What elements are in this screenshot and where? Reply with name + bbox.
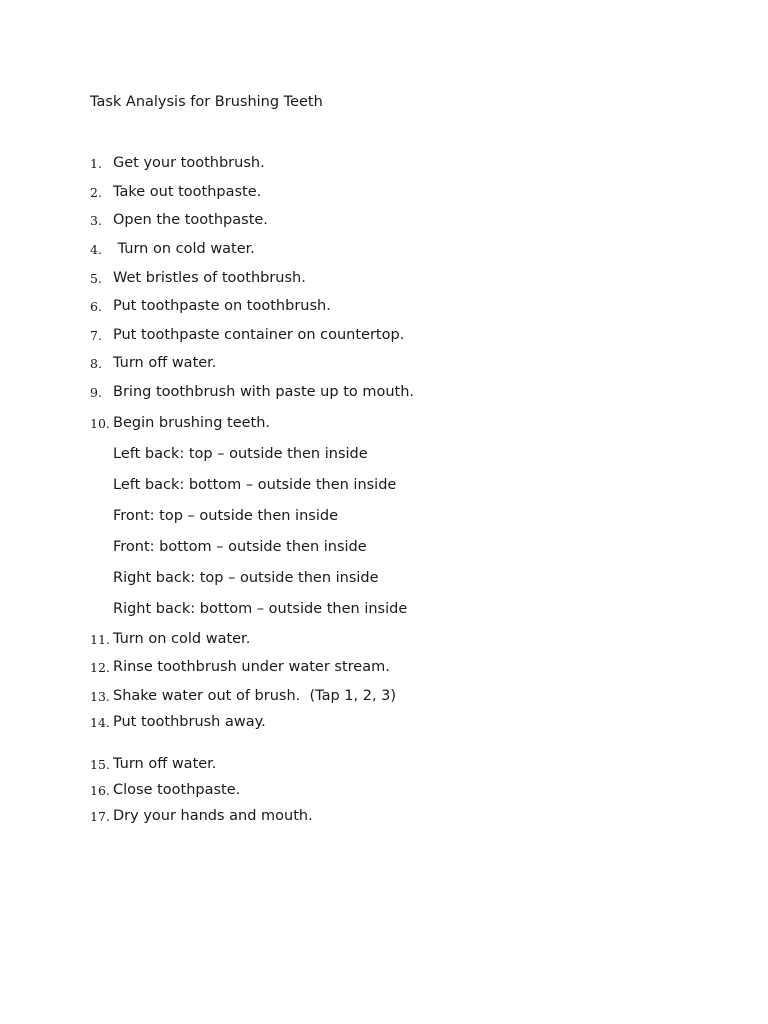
step-number: 5.: [90, 271, 102, 286]
step-number: 7.: [90, 328, 102, 343]
step-number: 10.: [90, 416, 110, 431]
step-number: 13.: [90, 689, 110, 704]
step-text: Shake water out of brush. (Tap 1, 2, 3): [113, 688, 397, 704]
step-number: 11.: [90, 632, 110, 647]
brushing-substep: Right back: top – outside then inside: [113, 570, 379, 586]
document-title: Task Analysis for Brushing Teeth: [90, 94, 323, 110]
step-number: 1.: [90, 156, 102, 171]
step-text: Turn on cold water.: [113, 241, 255, 257]
step-text: Put toothpaste container on countertop.: [113, 327, 405, 343]
step-text: Dry your hands and mouth.: [113, 808, 313, 824]
step-text: Wet bristles of toothbrush.: [113, 270, 306, 286]
step-text: Put toothbrush away.: [113, 714, 266, 730]
step-text: Take out toothpaste.: [113, 184, 262, 200]
step-text: Open the toothpaste.: [113, 212, 268, 228]
step-text: Begin brushing teeth.: [113, 415, 271, 431]
step-text: Turn off water.: [113, 355, 217, 371]
step-text: Turn off water.: [113, 756, 217, 772]
step-number: 16.: [90, 783, 110, 798]
step-number: 14.: [90, 715, 110, 730]
step-text: Turn on cold water.: [113, 631, 251, 647]
step-number: 15.: [90, 757, 110, 772]
brushing-substep: Left back: bottom – outside then inside: [113, 477, 397, 493]
step-number: 12.: [90, 660, 110, 675]
step-text: Get your toothbrush.: [113, 155, 265, 171]
step-text: Rinse toothbrush under water stream.: [113, 659, 390, 675]
step-number: 9.: [90, 385, 102, 400]
step-text: Close toothpaste.: [113, 782, 241, 798]
step-number: 2.: [90, 185, 102, 200]
step-text: Bring toothbrush with paste up to mouth.: [113, 384, 415, 400]
brushing-substep: Left back: top – outside then inside: [113, 446, 368, 462]
brushing-substep: Right back: bottom – outside then inside: [113, 601, 408, 617]
brushing-substep: Front: top – outside then inside: [113, 508, 338, 524]
brushing-substep: Front: bottom – outside then inside: [113, 539, 367, 555]
step-number: 8.: [90, 356, 102, 371]
step-number: 4.: [90, 242, 102, 257]
step-number: 17.: [90, 809, 110, 824]
step-text: Put toothpaste on toothbrush.: [113, 298, 331, 314]
step-number: 3.: [90, 213, 102, 228]
step-number: 6.: [90, 299, 102, 314]
